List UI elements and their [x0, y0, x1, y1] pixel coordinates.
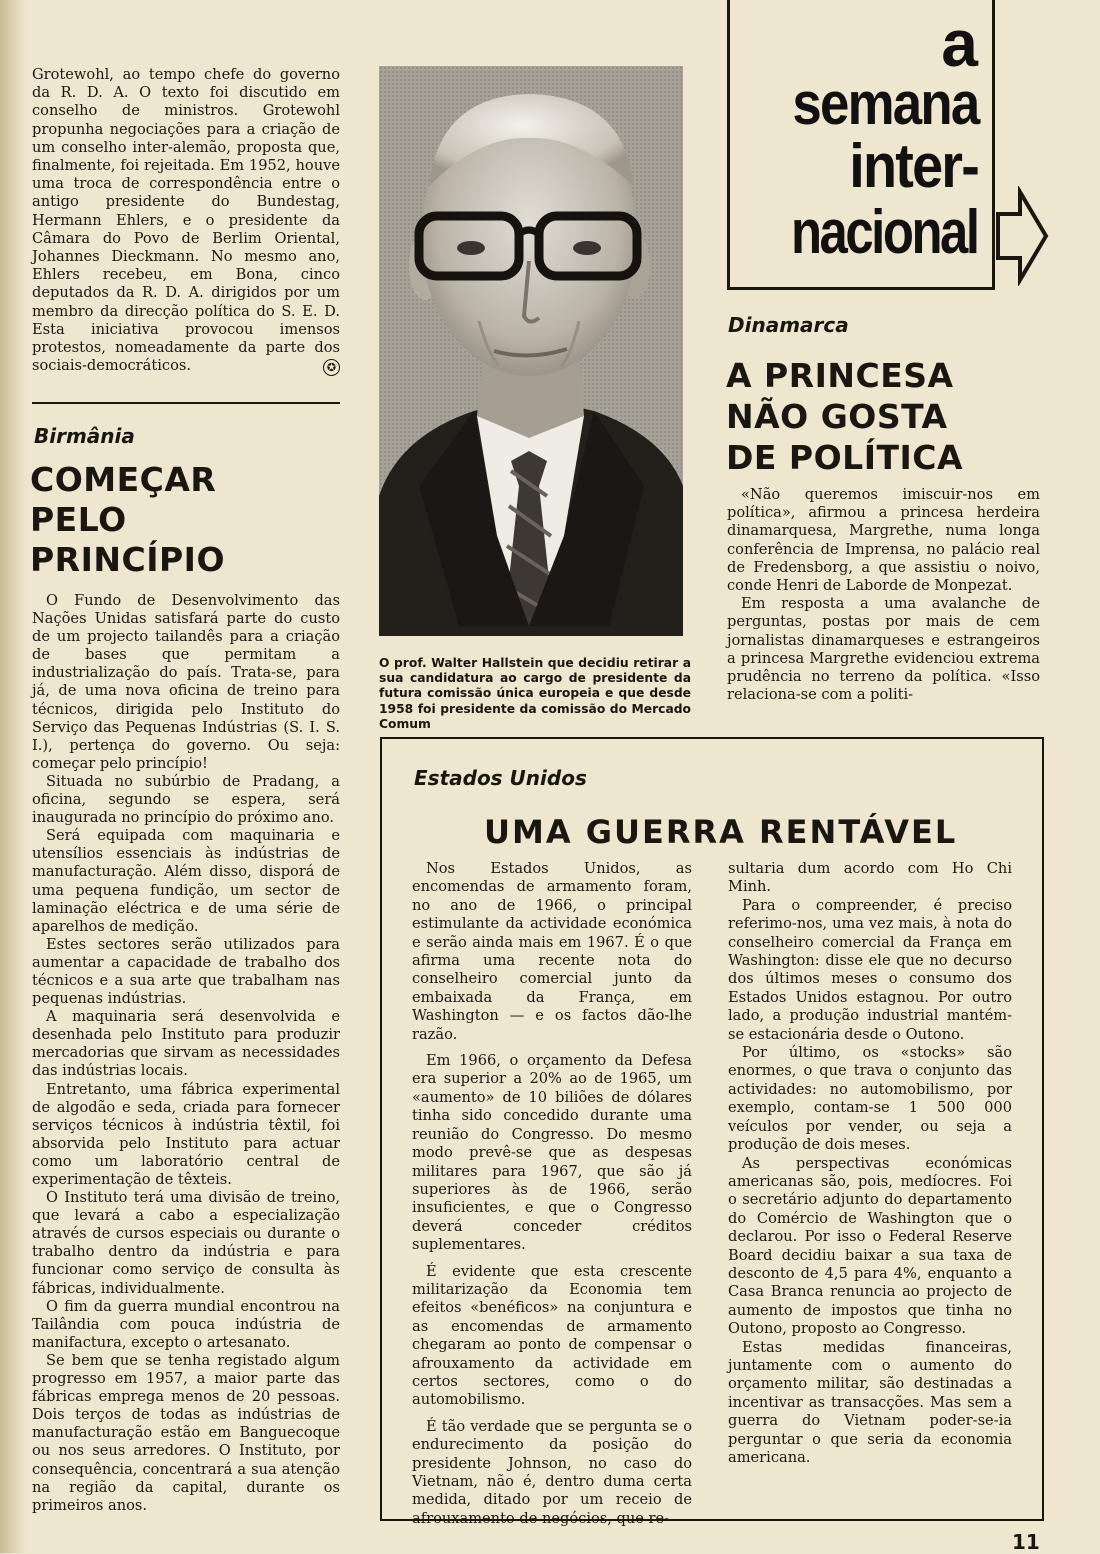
masthead-box	[727, 0, 995, 290]
intro-paragraph: Grotewohl, ao tempo chefe do governo da R. D. A. O texto foi discutido em conselho de ministros. Grotewohl propunha negociações para a criação de um conselho inter-alemão, proposta que, finalmente, foi rejeitada. Em 1952, houve uma troca de correspondência entre o antigo presidente do Bundestag, Hermann Ehlers, e o presidente da Câmara do Povo de Berlim Oriental, Johannes Dieckmann. No mesmo ano, Ehlers recebeu, em Bona, cinco deputados da R. D. A. dirigidos por um membro da direcção política do S. E. D. Esta iniciativa provocou imensos protestos, nomeadamente da parte dos sociais-democráticos. ✪	[32, 66, 340, 375]
masthead-word: inter-	[849, 132, 978, 201]
headline-line: NÃO GOSTA	[726, 397, 948, 436]
paragraph: Por último, os «stocks» são enormes, o que trava o conjunto das actividades: no automobilismo, por exemplo, contam-se 1 500 000 veículos por vender, ou seja a produção de dois meses.	[728, 1044, 1012, 1154]
intro-article	[32, 66, 340, 376]
paragraph: Entretanto, uma fábrica experimental de algodão e seda, criada para fornecer serviços técnicos à indústria têxtil, foi absorvida pelo Instituto para actuar como um laboratório central de experimentação de têxteis.	[32, 1080, 340, 1188]
paragraph: Estes sectores serão utilizados para aumentar a capacidade de trabalho dos técnicos e a sua arte que trabalham nas pequenas indústrias.	[32, 935, 340, 1008]
paragraph: O fim da guerra mundial encontrou na Tailândia com pouca indústria de manifactura, excepto o artesanato.	[32, 1297, 340, 1351]
paragraph: O Fundo de Desenvolvimento das Nações Unidas satisfará parte do custo de um projecto tailandês para a criação de bases que permitam a industrialização do país. Trata-se, para já, de uma nova oficina de treino para técnicos, dirigida pelo Instituto do Serviço das Pequenas Indústrias (S. I. S. I.), pertença do governo. Ou seja: começar pelo princípio!	[32, 592, 340, 772]
headline-line: PELO	[30, 500, 127, 539]
paragraph: A maquinaria será desenvolvida e desenhada pelo Instituto para produzir mercadorias que sirvam as necessidades das indústrias locais.	[32, 1008, 340, 1080]
dinamarca-body	[727, 486, 1040, 704]
birmania-body	[32, 592, 340, 1515]
page-edge-shadow	[0, 0, 26, 1553]
photo-caption: O prof. Walter Hallstein que decidiu retirar a sua candidatura ao cargo de presidente da futura comissão única europeia e que desde 1958 foi presidente da comissão do Mercado Comum	[379, 656, 691, 731]
paragraph: É evidente que esta crescente militarização da Economia tem efeitos «benéficos» na conjuntura e as encomendas de armamento chegaram ao ponto de compensar o afrouxamento da actividade em certos sectores, como o do automobilismo.	[412, 1262, 692, 1409]
headline-birmania	[30, 460, 225, 580]
headline-estados-unidos: UMA GUERRA RENTÁVEL	[484, 813, 958, 851]
headline-dinamarca	[726, 355, 963, 478]
paragraph: Estas medidas financeiras, juntamente com o aumento do orçamento militar, são destinadas a incentivar as transacções. Mas sem a guerra do Vietnam poder-se-ia perguntar o que seria da economia americana.	[728, 1338, 1012, 1466]
headline-line: PRINCÍPIO	[30, 540, 226, 579]
end-star-icon: ✪	[323, 359, 340, 376]
paragraph: Nos Estados Unidos, as encomendas de armamento foram, no ano de 1966, o principal estimulante da actividade económica e serão ainda mais em 1967. É o que afirma uma recente nota do conselheiro comercial junto da embaixada da França, em Washington — e os factos dão-lhe razão.	[412, 860, 692, 1043]
paragraph: sultaria dum acordo com Ho Chi Minh.	[728, 860, 1012, 896]
section-tag-dinamarca: Dinamarca	[728, 313, 849, 337]
portrait-illustration	[379, 66, 683, 636]
masthead-word: a	[941, 6, 978, 80]
paragraph: Será equipada com maquinaria e utensílios essenciais às indústrias de manufacturação. Além disso, disporá de uma pequena fundição, um sector de laminação eléctrica e de uma série de aparelhos de medição.	[32, 827, 340, 935]
headline-line: COMEÇAR	[30, 460, 217, 499]
paragraph: Situada no subúrbio de Pradang, a oficina, segundo se espera, será inaugurada no princípio do próximo ano.	[32, 772, 340, 827]
paragraph: As perspectivas económicas americanas são, pois, medíocres. Foi o secretário adjunto do departamento do Comércio de Washington que o declarou. Por isso o Federal Reserve Board decidiu baixar a sua taxa de desconto de 4,5 para 4%, enquanto a Casa Branca renuncia ao projecto de aumento de impostos que tinha no Outono, proposto ao Congresso.	[728, 1154, 1012, 1338]
paragraph: É tão verdade que se pergunta se o endurecimento da posição do presidente Johnson, no caso do Vietnam, não é, dentro duma certa medida, ditado por um receio de afrouxamento de negócios, que re-	[412, 1417, 692, 1527]
headline-line: DE POLÍTICA	[726, 438, 964, 477]
paragraph: Para o compreender, é preciso referimo-nos, uma vez mais, à nota do conselheiro comercial da França em Washington: disse ele que no decurso dos últimos meses o consumo dos Estados Unidos estagnou. Por outro lado, a produção industrial mantém-se estacionária desde o Outono.	[728, 896, 1012, 1043]
paragraph: Em 1966, o orçamento da Defesa era superior a 20% ao de 1965, um «aumento» de 10 biliões de dólares tinha sido concedido durante uma reunião do Congresso. Do mesmo modo prevê-se que as despesas militares para 1967, que são já superiores às de 1966, serão insuficientes, e que o Congresso deverá conceder créditos suplementares.	[412, 1052, 692, 1254]
estados-unidos-col-2	[728, 860, 1012, 1467]
paragraph: Em resposta a uma avalanche de perguntas, postas por mais de cem jornalistas dinamarqueses e estrangeiros a princesa Margrethe evidenciou extrema prudência no terreno da política. «Isso relaciona-se com a politi-	[727, 595, 1040, 704]
page-number: 11	[1012, 1530, 1040, 1554]
arrow-right-icon	[994, 186, 1050, 286]
paragraph: Se bem que se tenha registado algum progresso em 1957, a maior parte das fábricas emprega menos de 20 pessoas. Dois terços de todas as indústrias de manufacturação estão em Banguecoque ou nos seus arredores. O Instituto, por consequência, concentrará a sua atenção na região da capital, durante os primeiros anos.	[32, 1351, 340, 1514]
paragraph: «Não queremos imiscuir-nos em política», afirmou a princesa herdeira dinamarquesa, Margrethe, numa longa conferência de Imprensa, no palácio real de Fredensborg, a que assistiu o noivo, conde Henri de Laborde de Monpezat.	[727, 486, 1040, 595]
masthead-word: semana	[791, 70, 978, 137]
masthead-word: nacional	[791, 198, 978, 267]
section-divider	[32, 402, 340, 404]
estados-unidos-col-1	[412, 860, 692, 1528]
section-tag-estados-unidos: Estados Unidos	[414, 766, 587, 790]
paragraph: O Instituto terá uma divisão de treino, que levará a cabo a especialização através de cursos especiais ou durante o trabalho dentro da indústria e para funcionar como serviço de consulta às fábricas, individualmente.	[32, 1189, 340, 1297]
headline-line: A PRINCESA	[726, 356, 954, 395]
portrait-photo	[379, 66, 683, 636]
section-tag-birmania: Birmânia	[34, 424, 135, 448]
